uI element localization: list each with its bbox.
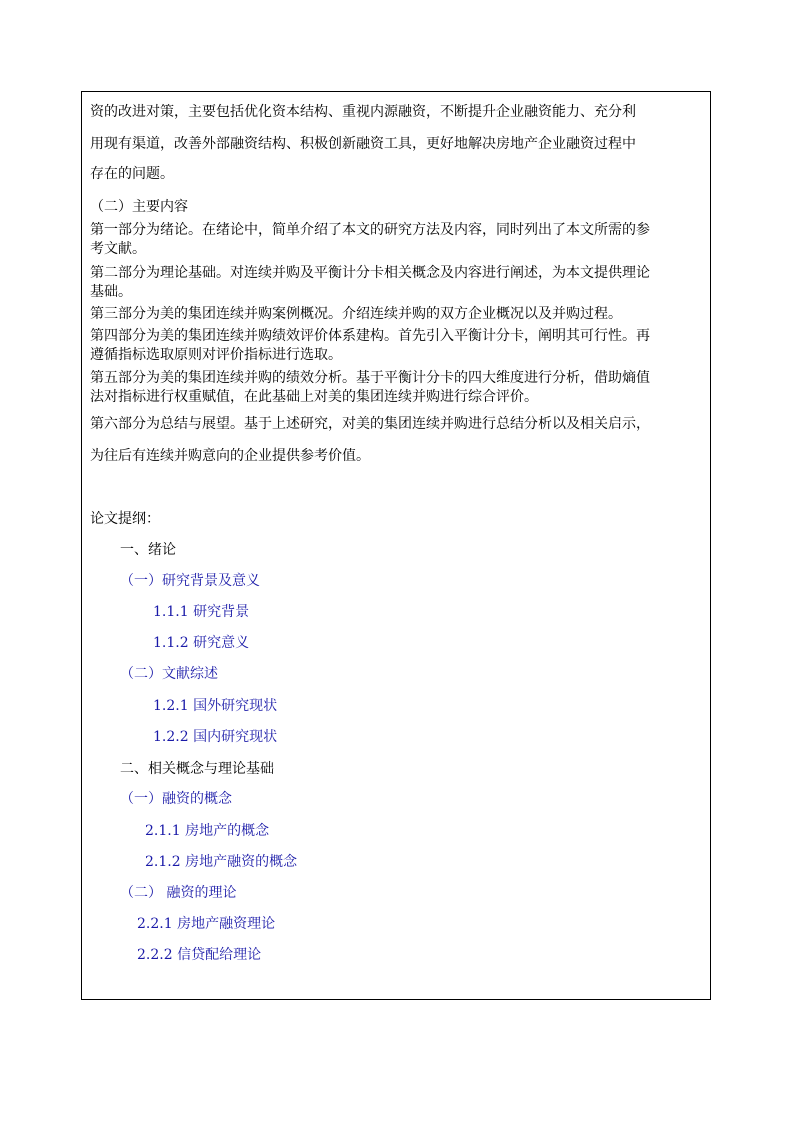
outline-title: 论文提纲：	[90, 511, 160, 527]
content-line-5: 第三部分为美的集团连续并购案例概况。介绍连续并购的双方企业概况以及并购过程。	[90, 306, 622, 322]
content-line-2: 考文献。	[90, 241, 146, 257]
outline-subsection-2-2-2: 2.2.2 信贷配给理论	[137, 947, 262, 963]
content-line-1: 第一部分为绪论。在绪论中，简单介绍了本文的研究方法及内容，同时列出了本文所需的参	[90, 222, 650, 238]
outline-subsection-1-1-1: 1.1.1 研究背景	[153, 604, 250, 620]
outline-chapter-1: 一、绪论	[120, 542, 176, 558]
content-line-3: 第二部分为理论基础。对连续并购及平衡计分卡相关概念及内容进行阐述，为本文提供理论	[90, 265, 650, 281]
outline-section-1-2: （二）文献综述	[120, 666, 218, 682]
outline-subsection-1-2-1: 1.2.1 国外研究现状	[153, 698, 278, 714]
content-line-8: 第五部分为美的集团连续并购的绩效分析。基于平衡计分卡的四大维度进行分析，借助熵值	[90, 370, 650, 386]
content-line-4: 基础。	[90, 284, 132, 300]
content-line-7: 遵循指标选取原则对评价指标进行选取。	[90, 347, 342, 363]
intro-line-1: 资的改进对策，主要包括优化资本结构、重视内源融资，不断提升企业融资能力、充分利	[90, 104, 636, 120]
outline-subsection-2-1-2: 2.1.2 房地产融资的概念	[145, 854, 298, 870]
content-line-9: 法对指标进行权重赋值，在此基础上对美的集团连续并购进行综合评价。	[90, 389, 538, 405]
outline-subsection-1-1-2: 1.1.2 研究意义	[153, 635, 250, 651]
content-line-6: 第四部分为美的集团连续并购绩效评价体系建构。首先引入平衡计分卡，阐明其可行性。再	[90, 328, 650, 344]
outline-subsection-1-2-2: 1.2.2 国内研究现状	[153, 729, 278, 745]
outline-section-2-2: （二） 融资的理论	[120, 885, 237, 901]
outline-section-2-1: （一）融资的概念	[120, 791, 232, 807]
outline-section-1-1: （一）研究背景及意义	[120, 573, 260, 589]
outline-subsection-2-1-1: 2.1.1 房地产的概念	[145, 823, 270, 839]
intro-line-2: 用现有渠道，改善外部融资结构、积极创新融资工具，更好地解决房地产企业融资过程中	[90, 136, 636, 152]
outline-subsection-2-2-1: 2.2.1 房地产融资理论	[137, 916, 276, 932]
content-line-10: 第六部分为总结与展望。基于上述研究，对美的集团连续并购进行总结分析以及相关启示，	[90, 416, 650, 432]
content-line-11: 为往后有连续并购意向的企业提供参考价值。	[90, 448, 370, 464]
intro-line-3: 存在的问题。	[90, 166, 174, 182]
outline-chapter-2: 二、相关概念与理论基础	[120, 761, 274, 777]
main-content-heading: （二）主要内容	[90, 199, 188, 215]
